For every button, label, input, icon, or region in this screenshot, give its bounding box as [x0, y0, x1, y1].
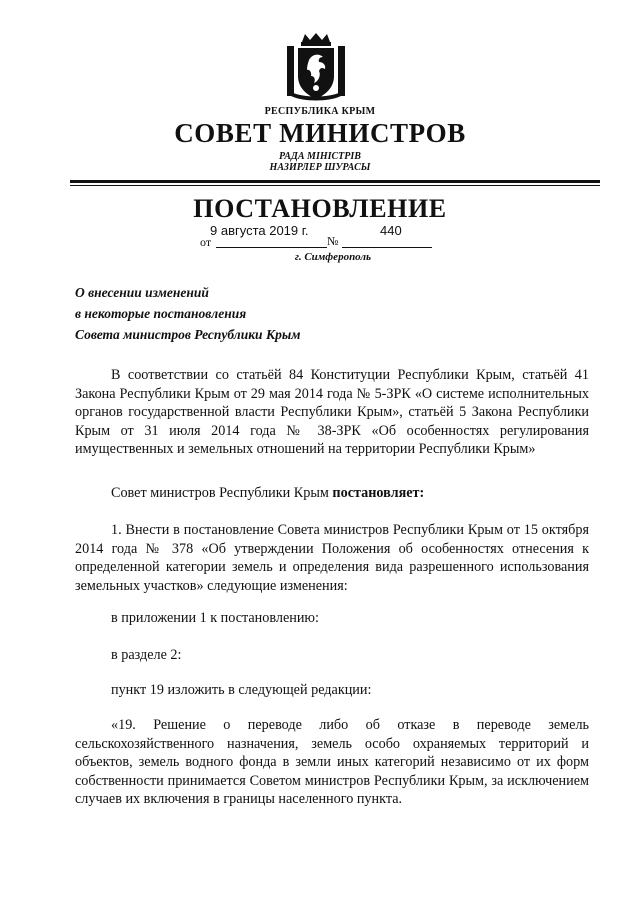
from-label: от: [200, 235, 212, 249]
subject-line: Совета министров Республики Крым: [75, 327, 301, 342]
section-line: в разделе 2:: [111, 647, 182, 663]
subject-line: в некоторые постановления: [75, 306, 247, 321]
quoted-point-19: «19. Решение о переводе либо об отказе в переводе земель сельскохозяйственного назначения, земель особо охраняемых территорий и объектов, земель водного фонда в земли иных категорий независимо от их форм собственности принимается Советом министров Республики Крым, за исключением случаев их включения в границы населенного пункта.: [75, 717, 589, 807]
decree-subject: [75, 282, 300, 345]
preamble-paragraph: В соответствии со статьёй 84 Конституции Республики Крым, статьёй 41 Закона Республики Крым от 29 мая 2014 года № 5-ЗРК «О системе исполнительных органов государственной власти Республики Крым», статьёй 5 Закона Республики Крым от 31 июля 2014 года № 38-ЗРК «Об особенностях регулирования имущественных и земельных отношений на территории Республики Крым»: [75, 367, 589, 457]
council-alt-names: [0, 151, 640, 173]
subject-line: О внесении изменений: [75, 285, 209, 300]
republic-name: РЕСПУБЛИКА КРЫМ: [264, 106, 376, 117]
item-1-paragraph: 1. Внести в постановление Совета министров Республики Крым от 15 октября 2014 года № 378 «Об утверждении Положения об особенностях отнесения к определенной категории земель и определения вида разрешенного использования земельных участков» следующие изменения:: [75, 522, 589, 594]
resolves-keyword: постановляет:: [332, 485, 425, 501]
appendix-line: в приложении 1 к постановлению:: [111, 610, 319, 626]
resolves-text: Совет министров Республики Крым: [111, 485, 333, 501]
handwritten-date: 9 августа 2019 г.: [210, 223, 309, 238]
resolves-paragraph: [111, 485, 424, 502]
date-underline: [216, 247, 327, 248]
rada-ministriv: РАДА МІНІСТРІВ: [279, 151, 361, 162]
council-title: СОВЕТ МИНИСТРОВ: [174, 118, 466, 148]
header-divider-thin: [70, 185, 600, 186]
header-divider-thick: [70, 180, 600, 183]
handwritten-number: 440: [380, 223, 402, 238]
crimea-coat-of-arms-icon: [285, 32, 347, 102]
number-underline: [342, 247, 432, 248]
city: г. Симферополь: [294, 251, 372, 263]
date-number-line: [200, 223, 440, 249]
number-label: №: [327, 234, 339, 248]
point-line: пункт 19 изложить в следующей редакции:: [111, 682, 372, 698]
nazirler-surasy: НАЗИРЛЕР ШУРАСЫ: [269, 162, 371, 173]
decree-title: ПОСТАНОВЛЕНИЕ: [193, 194, 447, 223]
